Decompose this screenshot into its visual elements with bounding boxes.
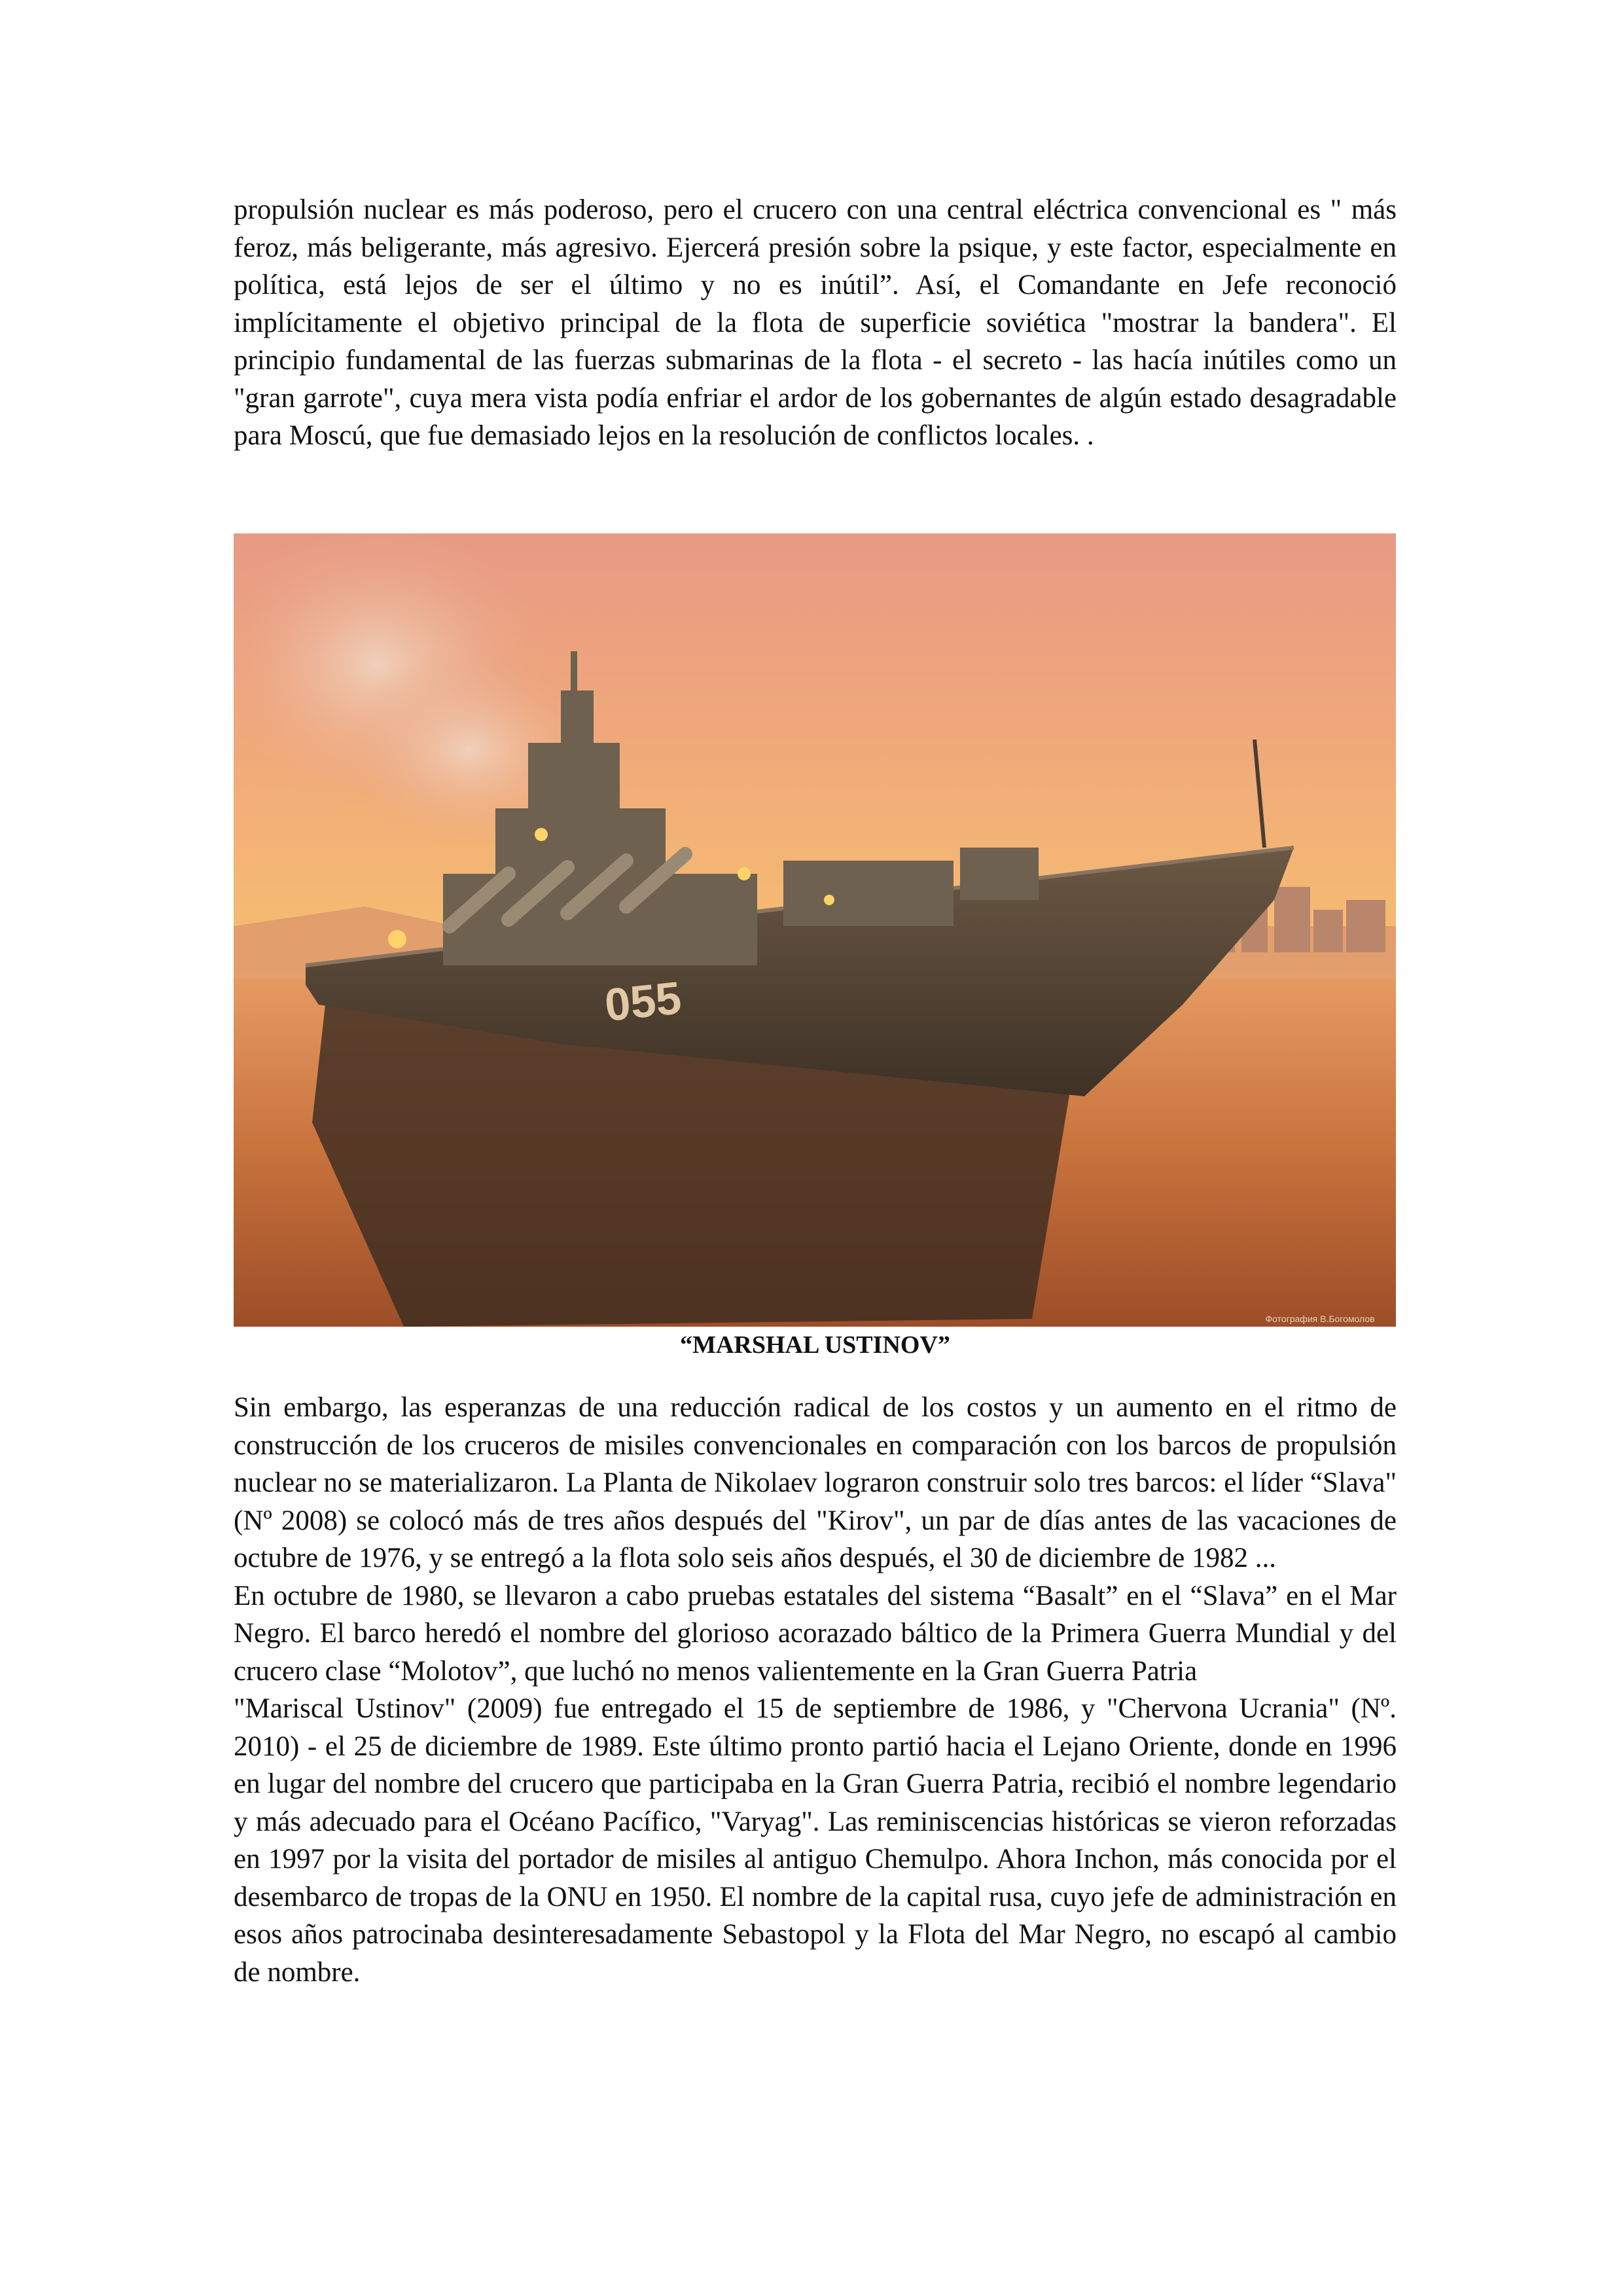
ship-photo [234, 533, 1396, 1327]
top-text-block [234, 191, 1397, 455]
ship-photo-illustration [234, 533, 1396, 1327]
photo-credit: Фотография В.Богомолов [1265, 1314, 1375, 1324]
paragraph: En octubre de 1980, se llevaron a cabo pruebas estatales del sistema “Basalt” en el “Slava” en el Mar Negro. El barco heredó el nombre del glorioso acorazado báltico de la Primera Guerra Mundial y del crucero clase “Molotov”, que luchó no menos valientemente en la Gran Guerra Patria [234, 1580, 1397, 1687]
figure-caption: “MARSHAL USTINOV” [680, 1331, 950, 1359]
paragraph: propulsión nuclear es más poderoso, pero el crucero con una central eléctrica convencional es " más feroz, más beligerante, más agresivo. Ejercerá presión sobre la psique, y este factor, especialmente en política, está lejos de ser el último y no es inútil”. Así, el Comandante en Jefe reconoció implícitamente el objetivo principal de la flota de superficie soviética "mostrar la bandera". El principio fundamental de las fuerzas submarinas de la flota - el secreto - las hacía inútiles como un "gran garrote", cuya mera vista podía enfriar el ardor de los gobernantes de algún estado desagradable para Moscú, que fue demasiado lejos en la resolución de conflictos locales. . [234, 194, 1397, 451]
hull-number: 055 [602, 972, 684, 1031]
paragraph: Sin embargo, las esperanzas de una reducción radical de los costos y un aumento en el ritmo de construcción de los cruceros de misiles convencionales en comparación con los barcos de propulsión nuclear no se materializaron. La Planta de Nikolaev lograron construir solo tres barcos: el líder “Slava" (Nº 2008) se colocó más de tres años después del "Kirov", un par de días antes de las vacaciones de octubre de 1976, y se entregó a la flota solo seis años después, el 30 de diciembre de 1982 ... [234, 1392, 1397, 1573]
bottom-text-block [234, 1389, 1397, 1991]
paragraph: "Mariscal Ustinov" (2009) fue entregado el 15 de septiembre de 1986, y "Chervona Ucrania" (Nº. 2010) - el 25 de diciembre de 1989. Este último pronto partió hacia el Lejano Oriente, donde en 1996 en lugar del nombre del crucero que participaba en la Gran Guerra Patria, recibió el nombre legendario y más adecuado para el Océano Pacífico, "Varyag". Las reminiscencias históricas se vieron reforzadas en 1997 por la visita del portador de misiles al antiguo Chemulpo. Ahora Inchon, más conocida por el desembarco de tropas de la ONU en 1950. El nombre de la capital rusa, cuyo jefe de administración en esos años patrocinaba desinteresadamente Sebastopol y la Flota del Mar Negro, no escapó al cambio de nombre. [234, 1693, 1397, 1988]
